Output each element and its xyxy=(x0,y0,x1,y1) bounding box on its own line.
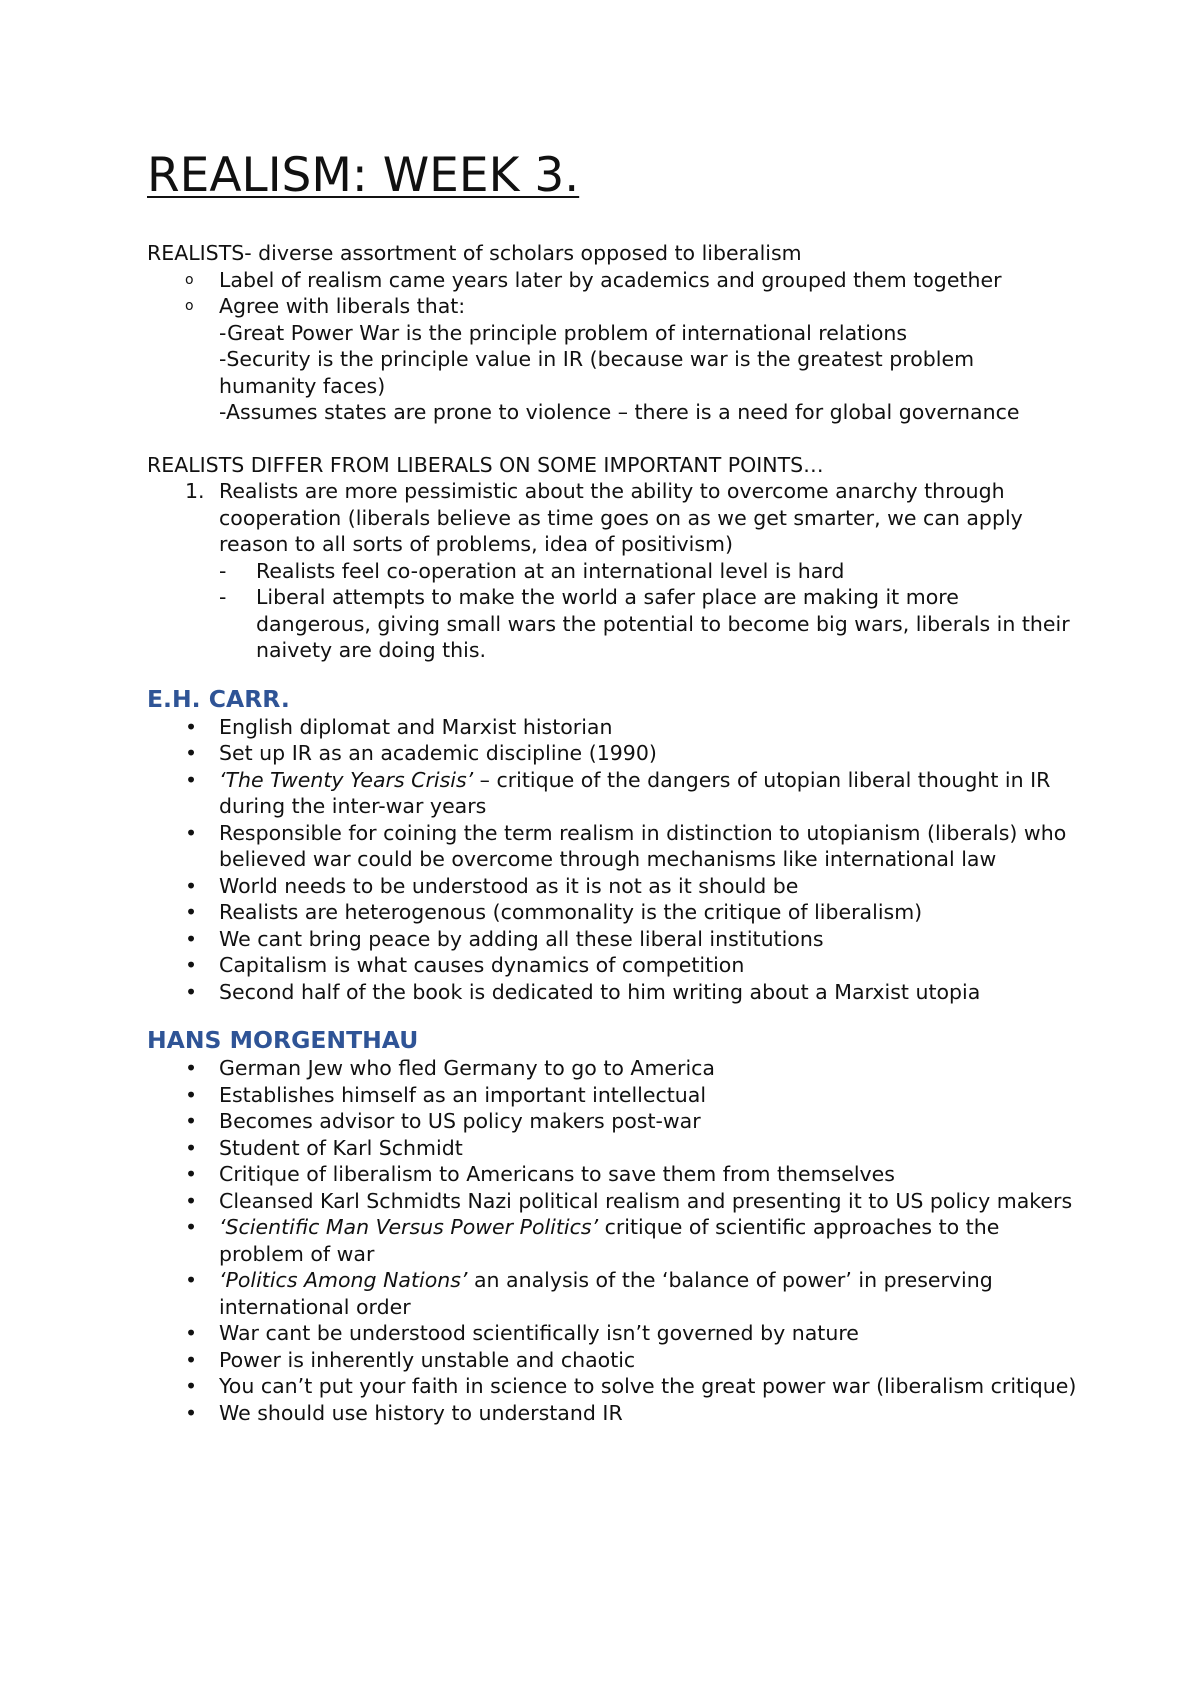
list-item-text: We should use history to understand IR xyxy=(219,1400,623,1425)
list-item xyxy=(147,1108,1077,1135)
list-item xyxy=(147,767,1077,820)
bullet-icon: • xyxy=(185,741,198,765)
spacer xyxy=(147,664,1077,684)
list-item-text: War cant be understood scientifically isn’t governed by nature xyxy=(219,1321,859,1345)
sub-list-item xyxy=(147,558,1077,585)
list-item xyxy=(147,820,1077,873)
list-item xyxy=(147,979,1077,1006)
agree-line: -Assumes states are prone to violence – there is a need for global governance xyxy=(219,400,1020,424)
bullet-icon: • xyxy=(185,714,198,739)
list-item-text: Liberal attempts to make the world a safer place are making it more dangerous, giving small wars the potential to become big wars, liberals in their naivety are doing this. xyxy=(256,585,1070,662)
list-item-text: Student of Karl Schmidt xyxy=(219,1135,463,1160)
bullet-icon: • xyxy=(185,926,198,951)
bullet-icon: • xyxy=(185,1268,198,1292)
list-item-text: German Jew who fled Germany to go to America xyxy=(219,1056,715,1080)
list-item xyxy=(147,1188,1077,1215)
list-item-text: Becomes advisor to US policy makers post-war xyxy=(219,1109,701,1133)
list-item-text xyxy=(219,768,1050,819)
bullet-icon: • xyxy=(185,1056,198,1080)
bullet-icon: • xyxy=(185,1347,198,1372)
differ-heading: REALISTS DIFFER FROM LIBERALS ON SOME IMPORTANT POINTS… xyxy=(147,452,824,477)
list-item xyxy=(147,952,1077,979)
list-item-text: Cleansed Karl Schmidts Nazi political realism and presenting it to US policy makers xyxy=(219,1188,1073,1213)
list-item-text: Label of realism came years later by academics and grouped them together xyxy=(219,267,1002,292)
list-item xyxy=(147,873,1077,900)
list-item xyxy=(147,1214,1077,1267)
bullet-icon: • xyxy=(185,820,198,845)
list-item-text: Responsible for coining the term realism in distinction to utopianism (liberals) who believed war could be overcome through mechanisms like international law xyxy=(219,820,1067,871)
list-item-text-rest: an analysis of the ‘balance of power’ in preserving international order xyxy=(219,1268,993,1319)
list-item xyxy=(147,1135,1077,1162)
bullet-icon: • xyxy=(185,1188,198,1213)
list-item-text: World needs to be understood as it is not as it should be xyxy=(219,873,799,898)
bullet-icon: • xyxy=(185,1109,198,1133)
list-item xyxy=(147,1055,1077,1082)
bullet-icon: • xyxy=(185,1215,198,1239)
bullet-icon: • xyxy=(185,1400,198,1425)
circle-bullet-icon: o xyxy=(185,271,194,288)
list-item xyxy=(147,926,1077,953)
section-heading-carr: E.H. CARR. xyxy=(147,684,290,713)
realists-intro: REALISTS- diverse assortment of scholars opposed to liberalism xyxy=(147,241,802,265)
book-title: ‘The Twenty Years Crisis’ xyxy=(219,767,474,792)
bullet-icon: • xyxy=(185,979,198,1004)
bullet-icon: • xyxy=(185,1162,198,1186)
list-item-text: You can’t put your faith in science to solve the great power war (liberalism critique) xyxy=(219,1374,1077,1398)
list-item-text: Power is inherently unstable and chaotic xyxy=(219,1347,636,1372)
section-heading-morgenthau: HANS MORGENTHAU xyxy=(147,1026,419,1054)
list-item xyxy=(147,1347,1077,1374)
page-title: REALISM: WEEK 3. xyxy=(147,148,580,203)
list-item-text: Agree with liberals that: xyxy=(219,294,466,318)
bullet-icon: • xyxy=(185,1082,198,1107)
agree-line: -Security is the principle value in IR (because war is the greatest problem humanity faces) xyxy=(219,347,975,398)
spacer xyxy=(147,426,1077,452)
list-item xyxy=(147,267,1077,294)
bullet-icon: • xyxy=(185,873,198,898)
bullet-icon: • xyxy=(185,1135,198,1160)
sub-list-item xyxy=(147,584,1077,664)
list-item-text xyxy=(219,1268,993,1319)
list-item-text xyxy=(219,1215,999,1266)
list-item xyxy=(147,1267,1077,1320)
list-item-text: We cant bring peace by adding all these liberal institutions xyxy=(219,926,824,951)
bullet-icon: • xyxy=(185,767,198,792)
list-item-text: Capitalism is what causes dynamics of competition xyxy=(219,953,745,977)
list-item-text: Critique of liberalism to Americans to save them from themselves xyxy=(219,1162,895,1186)
bullet-icon: • xyxy=(185,900,198,924)
numbered-item xyxy=(147,478,1077,558)
list-item xyxy=(147,899,1077,926)
list-item-text: Set up IR as an academic discipline (1990) xyxy=(219,741,657,765)
list-item-text: English diplomat and Marxist historian xyxy=(219,714,613,739)
list-item xyxy=(147,1400,1077,1427)
book-title: ‘Politics Among Nations’ xyxy=(219,1268,468,1292)
list-item-text-rest: – critique of the dangers of utopian liberal thought in IR during the inter-war years xyxy=(219,767,1051,818)
list-item xyxy=(147,293,1077,320)
circle-bullet-icon: o xyxy=(185,298,194,314)
list-item-text: Realists are heterogenous (commonality is the critique of liberalism) xyxy=(219,900,923,924)
list-item xyxy=(147,1161,1077,1188)
list-item xyxy=(147,740,1077,767)
list-item-text: Realists feel co-operation at an international level is hard xyxy=(256,558,845,583)
dash-bullet-icon: - xyxy=(219,585,227,609)
list-item xyxy=(147,1373,1077,1400)
list-item xyxy=(147,1082,1077,1109)
list-item-text: Second half of the book is dedicated to him writing about a Marxist utopia xyxy=(219,979,981,1004)
bullet-icon: • xyxy=(185,1374,198,1398)
agree-line: -Great Power War is the principle problem of international relations xyxy=(219,320,908,345)
book-title: ‘Scientific Man Versus Power Politics’ xyxy=(219,1215,599,1239)
document-page xyxy=(147,148,1077,1426)
list-item xyxy=(147,714,1077,741)
list-item-text: Realists are more pessimistic about the ability to overcome anarchy through cooperation (liberals believe as time goes on as we get smarter, we can apply reason to all sorts of problems, idea of positivism) xyxy=(219,479,1023,556)
list-item xyxy=(147,1320,1077,1347)
dash-bullet-icon: - xyxy=(219,558,227,583)
bullet-icon: • xyxy=(185,953,198,977)
item-number: 1. xyxy=(185,479,205,503)
bullet-icon: • xyxy=(185,1321,198,1345)
list-item-text: Establishes himself as an important intellectual xyxy=(219,1082,707,1107)
spacer xyxy=(147,1005,1077,1025)
list-item-text-rest: critique of scientific approaches to the problem of war xyxy=(219,1215,1000,1266)
